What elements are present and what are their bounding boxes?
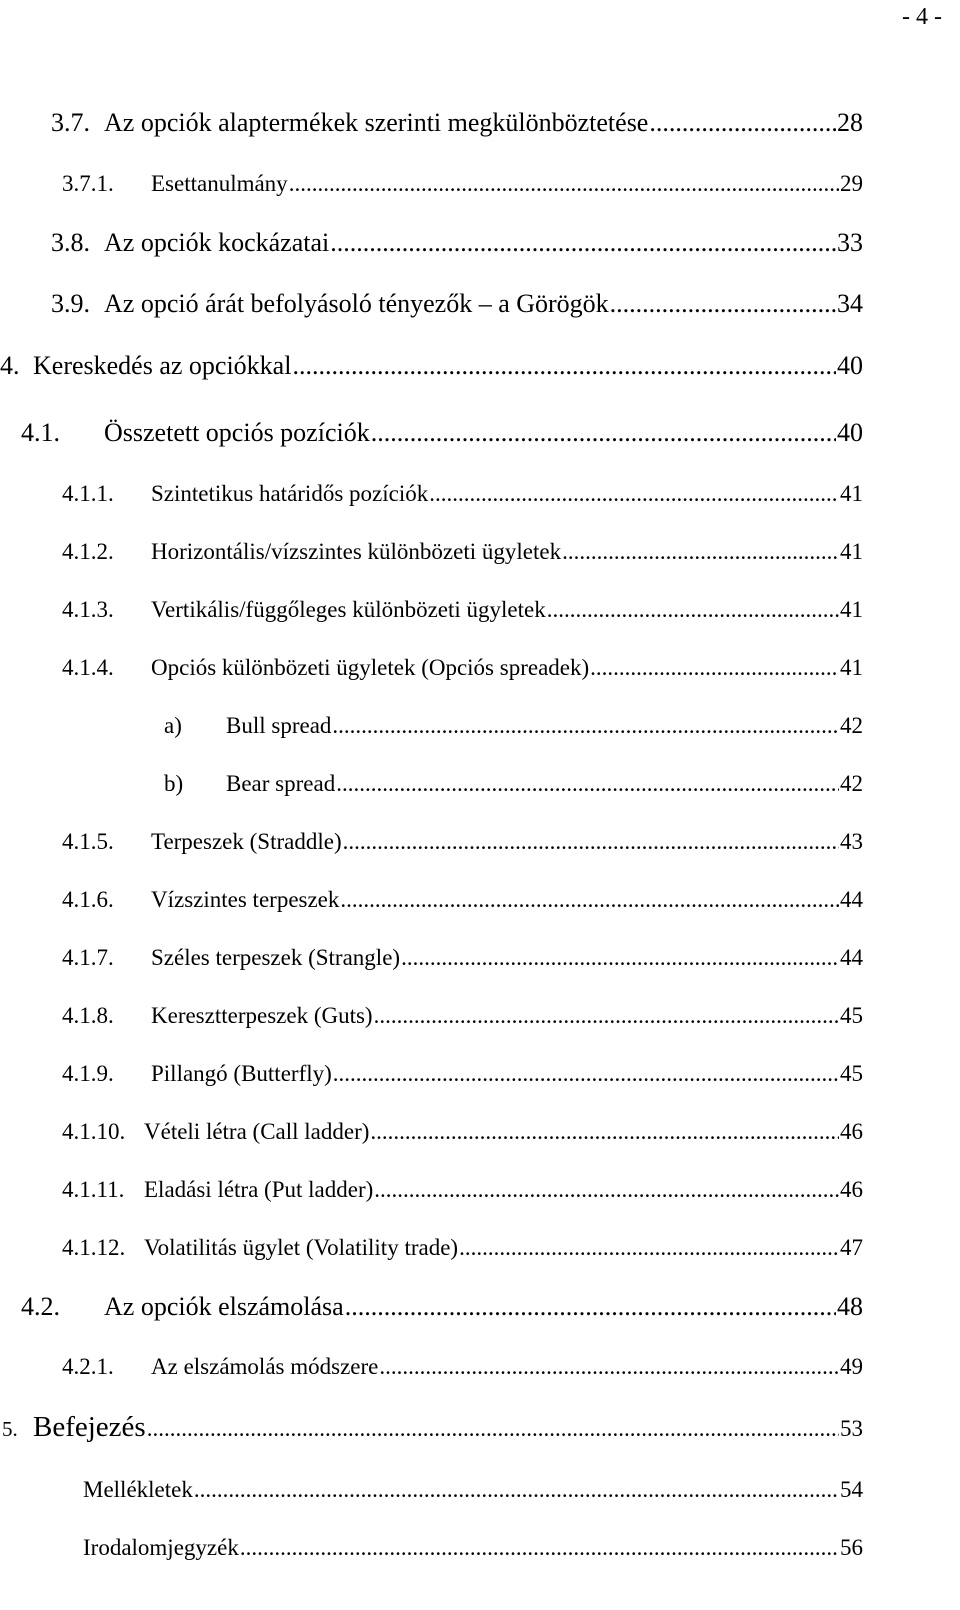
dot-leader <box>292 351 836 381</box>
toc-entry-page: 44 <box>840 945 863 970</box>
toc-entry-title: Az opció árát befolyásoló tényezők – a Görögök <box>104 289 609 318</box>
toc-entry-number: a) <box>164 713 182 738</box>
toc-entry-title: Irodalomjegyzék <box>83 1535 239 1560</box>
toc-entry-number: 4.1.6. <box>62 887 114 912</box>
toc-entry[interactable] <box>62 1119 863 1145</box>
toc-entry-page: 33 <box>837 228 863 257</box>
toc-entry-page: 46 <box>840 1119 863 1144</box>
toc-entry[interactable] <box>62 1235 863 1261</box>
toc-entry-title: Vertikális/függőleges különbözeti ügyletek <box>151 597 546 622</box>
dot-leader <box>370 1119 839 1145</box>
toc-entry-title: Az opciók elszámolása <box>104 1292 344 1321</box>
toc-entry-number: 4.1.1. <box>62 481 114 506</box>
toc-entry[interactable] <box>62 597 863 623</box>
toc-entry-title: Befejezés <box>33 1411 146 1443</box>
toc-entry-number: 4.1.10. <box>62 1119 126 1144</box>
toc-entry-title: Bull spread <box>226 713 332 738</box>
toc-entry[interactable] <box>62 829 863 855</box>
toc-entry-number: 4.1.4. <box>62 655 114 680</box>
toc-entry[interactable] <box>62 1061 863 1087</box>
toc-entry-page: 43 <box>840 829 863 854</box>
dot-leader <box>547 597 839 623</box>
toc-entry[interactable] <box>62 481 863 507</box>
toc-entry-number: 4.1.9. <box>62 1061 114 1086</box>
dot-leader <box>610 289 836 319</box>
toc-entry-title: Kereskedés az opciókkal <box>33 351 292 380</box>
toc-entry-page: 49 <box>840 1354 863 1379</box>
toc-entry-title: Az elszámolás módszere <box>151 1354 379 1379</box>
toc-entry[interactable] <box>62 655 863 681</box>
toc-entry-number: 3.8. <box>51 228 90 257</box>
toc-entry[interactable] <box>21 1292 863 1322</box>
toc-entry-title: Széles terpeszek (Strangle) <box>151 945 401 970</box>
toc-entry-title: Pillangó (Butterfly) <box>151 1061 332 1086</box>
toc-entry-number: 4.1.11. <box>62 1177 125 1202</box>
toc-entry-page: 41 <box>840 539 863 564</box>
dot-leader <box>343 829 839 855</box>
toc-entry-number: b) <box>164 771 184 796</box>
toc-entry-page: 45 <box>840 1003 863 1028</box>
toc-entry-title: Eladási létra (Put ladder) <box>144 1177 374 1202</box>
dot-leader <box>562 539 839 565</box>
dot-leader <box>590 655 839 681</box>
toc-entry-title: Mellékletek <box>83 1477 193 1502</box>
dot-leader <box>194 1477 839 1503</box>
toc-entry-number: 4.1.8. <box>62 1003 114 1028</box>
dot-leader <box>336 771 839 797</box>
toc-entry[interactable] <box>62 945 863 971</box>
toc-entry-page: 54 <box>840 1477 863 1502</box>
toc-entry[interactable] <box>164 771 863 797</box>
toc-entry-page: 56 <box>840 1535 863 1560</box>
toc-entry[interactable] <box>62 1003 863 1029</box>
dot-leader <box>374 1003 839 1029</box>
toc-entry-number: 4.2.1. <box>62 1354 114 1379</box>
toc-entry[interactable] <box>51 228 863 258</box>
dot-leader <box>379 1354 839 1380</box>
toc-entry[interactable] <box>62 1354 863 1380</box>
toc-entry-page: 53 <box>840 1416 863 1441</box>
toc-entry-number: 4.1.12. <box>62 1235 126 1260</box>
dot-leader <box>147 1416 839 1442</box>
dot-leader <box>401 945 839 971</box>
toc-entry[interactable] <box>51 108 863 138</box>
dot-leader <box>333 1061 839 1087</box>
toc-entry[interactable] <box>2 1411 863 1444</box>
toc-entry-title: Vételi létra (Call ladder) <box>144 1119 370 1144</box>
dot-leader <box>374 1177 839 1203</box>
toc-entry-page: 41 <box>840 481 863 506</box>
toc-entry-page: 29 <box>840 171 863 196</box>
toc-entry[interactable] <box>83 1477 863 1503</box>
dot-leader <box>330 228 836 258</box>
toc-entry-page: 45 <box>840 1061 863 1086</box>
toc-entry-page: 46 <box>840 1177 863 1202</box>
toc-entry-number: 4.1.7. <box>62 945 114 970</box>
toc-entry-title: Az opciók alaptermékek szerinti megkülönböztetése <box>104 108 649 137</box>
toc-entry-title: Volatilitás ügylet (Volatility trade) <box>144 1235 459 1260</box>
toc-entry-title: Esettanulmány <box>151 171 288 196</box>
toc-entry-title: Keresztterpeszek (Guts) <box>151 1003 373 1028</box>
toc-entry-page: 28 <box>837 108 863 137</box>
toc-entry-page: 42 <box>840 713 863 738</box>
dot-leader <box>340 887 839 913</box>
toc-entry-page: 40 <box>837 418 863 447</box>
toc-entry-page: 41 <box>840 655 863 680</box>
toc-entry-title: Az opciók kockázatai <box>104 228 330 257</box>
toc-entry[interactable] <box>51 289 863 319</box>
toc-entry-number: 4.1.5. <box>62 829 114 854</box>
toc-entry[interactable] <box>62 171 863 197</box>
page-number: - 4 - <box>902 4 942 30</box>
dot-leader <box>459 1235 839 1261</box>
toc-entry-page: 44 <box>840 887 863 912</box>
toc-entry-title: Opciós különbözeti ügyletek (Opciós spreadek) <box>151 655 590 680</box>
toc-entry[interactable] <box>0 351 863 381</box>
dot-leader <box>289 171 839 197</box>
toc-entry-number: 4.2. <box>21 1292 60 1321</box>
toc-entry-number: 4.1.2. <box>62 539 114 564</box>
toc-entry-number: 3.7.1. <box>62 171 114 196</box>
toc-entry[interactable] <box>21 418 863 448</box>
toc-entry-page: 40 <box>837 351 863 380</box>
toc-entry-number: 4. <box>0 351 20 380</box>
dot-leader <box>345 1292 836 1322</box>
toc-entry-title: Terpeszek (Straddle) <box>151 829 342 854</box>
dot-leader <box>371 418 836 448</box>
toc-entry-page: 48 <box>837 1292 863 1321</box>
toc-entry[interactable] <box>83 1535 863 1561</box>
dot-leader <box>429 481 839 507</box>
toc-entry[interactable] <box>62 1177 863 1203</box>
toc-entry-page: 34 <box>837 289 863 318</box>
toc-entry-number: 5. <box>2 1417 18 1441</box>
toc-entry-page: 47 <box>840 1235 863 1260</box>
dot-leader <box>332 713 839 739</box>
dot-leader <box>649 108 836 138</box>
toc-entry-page: 41 <box>840 597 863 622</box>
toc-entry[interactable] <box>62 539 863 565</box>
toc-entry-title: Összetett opciós pozíciók <box>104 418 370 447</box>
toc-entry-title: Bear spread <box>226 771 336 796</box>
toc-entry-number: 4.1. <box>21 418 60 447</box>
toc-entry[interactable] <box>164 713 863 739</box>
toc-entry-title: Horizontális/vízszintes különbözeti ügyletek <box>151 539 562 564</box>
toc-entry-number: 4.1.3. <box>62 597 114 622</box>
toc-entry-title: Vízszintes terpeszek <box>151 887 340 912</box>
toc-entry-page: 42 <box>840 771 863 796</box>
toc-entry-title: Szintetikus határidős pozíciók <box>151 481 429 506</box>
dot-leader <box>240 1535 839 1561</box>
toc-entry-number: 3.9. <box>51 289 90 318</box>
toc-entry-number: 3.7. <box>51 108 90 137</box>
toc-entry[interactable] <box>62 887 863 913</box>
